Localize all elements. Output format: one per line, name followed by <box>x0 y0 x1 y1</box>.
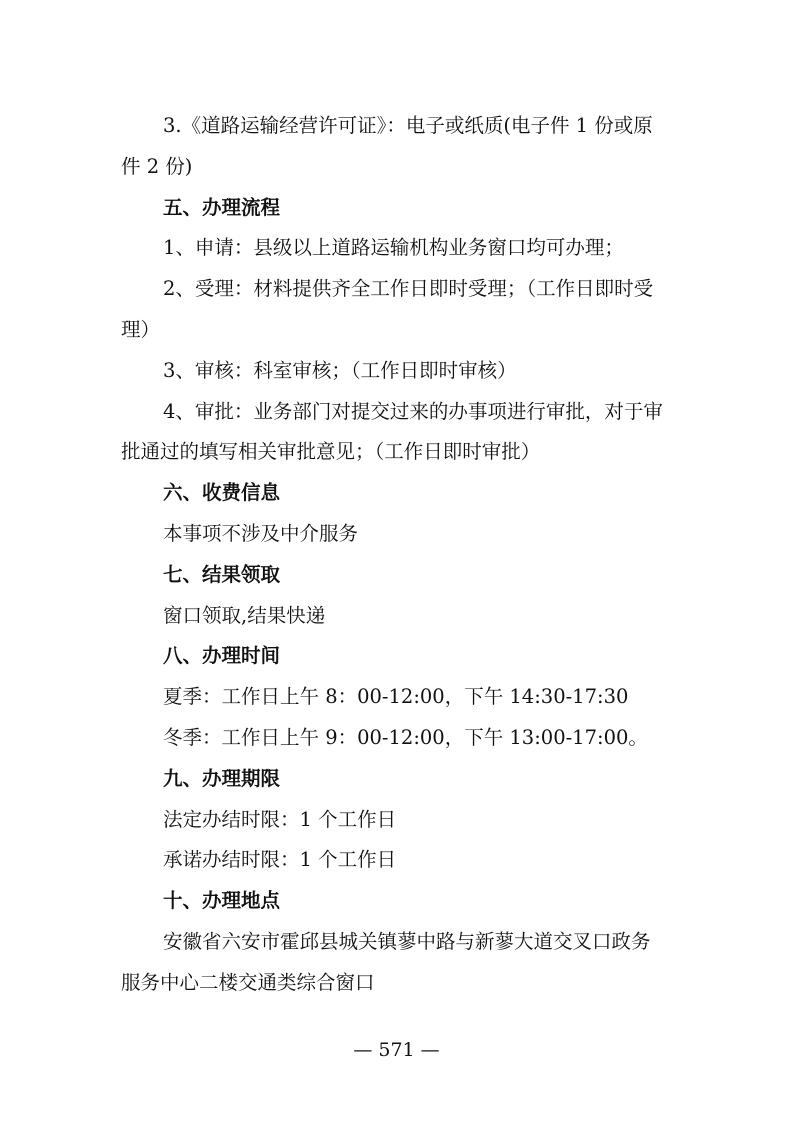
location-address: 安徽省六安市霍邱县城关镇蓼中路与新蓼大道交叉口政务服务中心二楼交通类综合窗口 <box>121 929 651 994</box>
section-heading-location: 十、办理地点 <box>163 889 281 913</box>
hours-winter: 冬季：工作日上午 9：00-12:00，下午 13:00-17:00。 <box>163 725 648 749</box>
process-step-4: 4、审批：业务部门对提交过来的办事项进行审批，对于审批通过的填写相关审批意见；（工作日即时审批） <box>121 399 663 464</box>
deadline-legal: 法定办结时限：1 个工作日 <box>163 807 397 831</box>
page-number: — 571 — <box>353 1039 440 1061</box>
section-heading-hours: 八、办理时间 <box>163 644 281 668</box>
section-heading-process: 五、办理流程 <box>163 195 281 219</box>
process-step-2: 2、受理：材料提供齐全工作日即时受理；（工作日即时受理） <box>121 277 654 341</box>
result-text: 窗口领取,结果快递 <box>163 603 326 627</box>
material-item-3: 3.《道路运输经营许可证》：电子或纸质(电子件 1 份或原件 2 份) <box>121 114 653 178</box>
document-body <box>121 106 666 1004</box>
deadline-promised: 承诺办结时限：1 个工作日 <box>163 848 397 872</box>
process-step-1: 1、申请：县级以上道路运输机构业务窗口均可办理； <box>163 236 624 260</box>
fees-text: 本事项不涉及中介服务 <box>163 521 359 545</box>
section-heading-fees: 六、收费信息 <box>163 481 281 505</box>
section-heading-result: 七、结果领取 <box>163 562 281 586</box>
section-heading-deadline: 九、办理期限 <box>163 766 281 790</box>
hours-summer: 夏季：工作日上午 8：00-12:00，下午 14:30-17:30 <box>163 685 629 709</box>
process-step-3: 3、审核：科室审核；（工作日即时审核） <box>163 358 517 382</box>
